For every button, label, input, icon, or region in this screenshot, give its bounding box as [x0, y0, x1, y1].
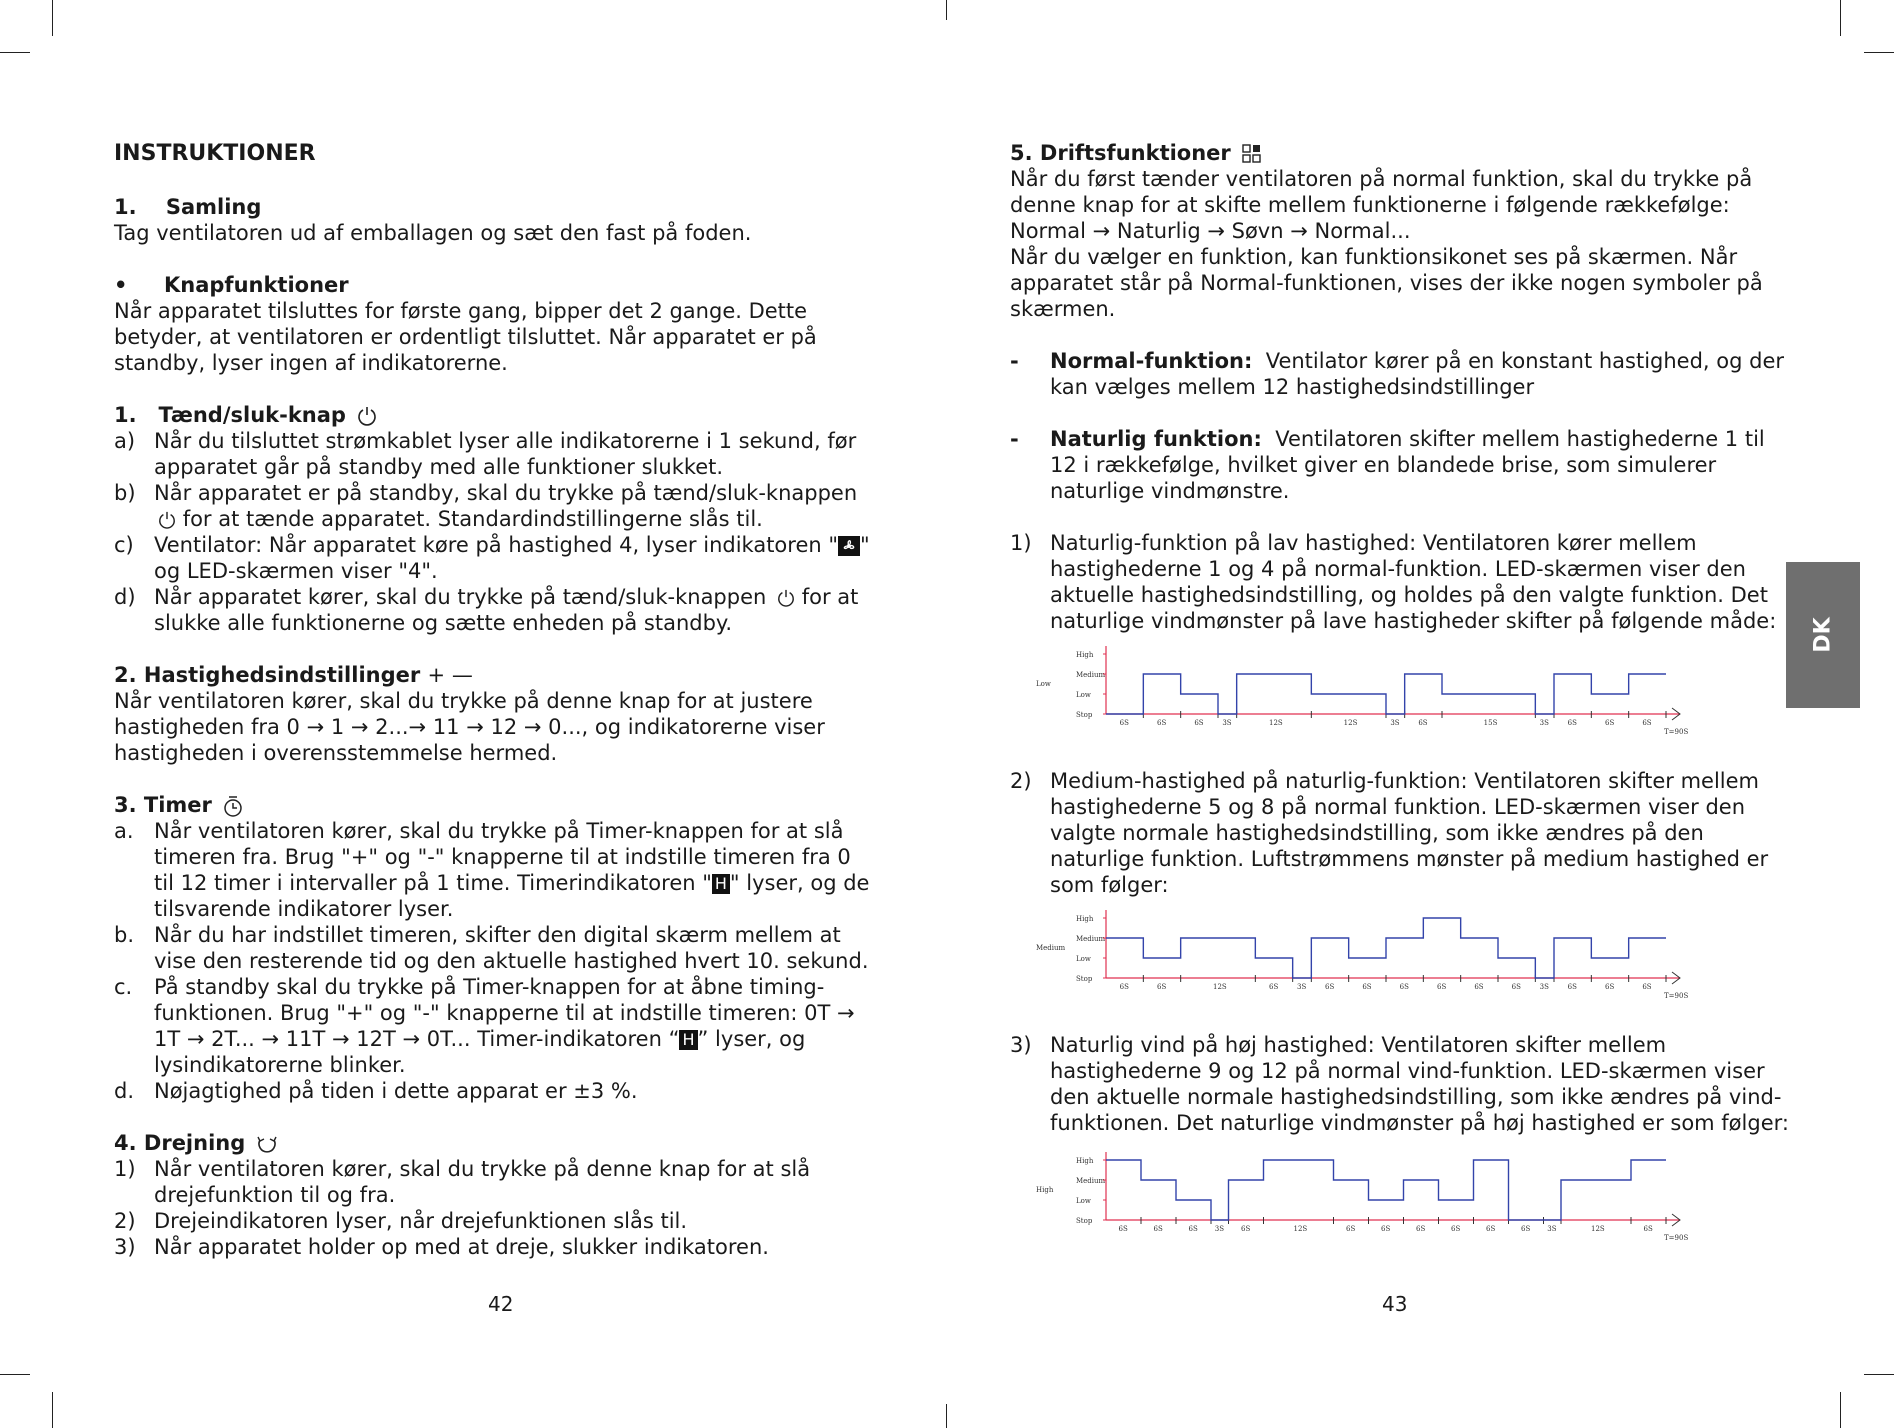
duration-label: 3S [1214, 1225, 1224, 1233]
section-text: Når du vælger en funktion, kan funktionsikonet ses på skærmen. Når apparatet står på Normal-funktionen, vises der ikke nogen symboler på skærmen. [1010, 245, 1763, 321]
left-page [114, 140, 874, 1260]
duration-label: 6S [1567, 719, 1577, 727]
crop-mark [946, 1404, 947, 1428]
duration-label: 12S [1591, 1225, 1605, 1233]
level-label: Low [1076, 691, 1091, 699]
chart-low-container [1036, 644, 1790, 754]
timer-indicator-icon: H [679, 1030, 697, 1050]
duration-label: 3S [1222, 719, 1232, 727]
rotate-icon [257, 1134, 277, 1154]
timer-icon [223, 795, 243, 817]
series-line [1106, 918, 1666, 978]
duration-label: 6S [1642, 983, 1652, 991]
duration-label: 6S [1194, 719, 1204, 727]
duration-label: 6S [1418, 719, 1428, 727]
level-label: High [1076, 1157, 1094, 1165]
duration-label: 6S [1511, 983, 1521, 991]
duration-label: 3S [1390, 719, 1400, 727]
duration-label: 6S [1474, 983, 1484, 991]
chart-low [1036, 644, 1736, 754]
level-label: Stop [1076, 1217, 1093, 1225]
level-label: Medium [1076, 671, 1106, 679]
x-end-label: T=90S [1664, 992, 1689, 1000]
section-heading-rotation: 4. Drejning [114, 1130, 874, 1156]
page-number: 43 [1382, 1292, 1408, 1316]
page-title: INSTRUKTIONER [114, 141, 316, 166]
x-end-label: T=90S [1664, 728, 1689, 736]
section-heading-power: 1. Tænd/sluk-knap [114, 402, 874, 428]
duration-label: 6S [1241, 1225, 1251, 1233]
duration-label: 6S [1346, 1225, 1356, 1233]
list-item: 2) Drejeindikatoren lyser, når drejefunktionen slås til. [114, 1209, 688, 1233]
language-tab: DK [1786, 562, 1860, 708]
chart-high-container [1036, 1150, 1790, 1260]
list-item: 3) Naturlig vind på høj hastighed: Ventilatoren skifter mellem hastighederne 9 og 12 på normal vind-funktion. LED-skærmen viser den aktuelle normale hastighedsindstilling, som ikke ændres på vind-funktionen. Det naturlige vindmønster på høj hastighed er som følger: [1010, 1033, 1789, 1135]
duration-label: 12S [1343, 719, 1358, 727]
series-line [1106, 1160, 1666, 1220]
duration-label: 3S [1539, 983, 1549, 991]
duration-label: 6S [1188, 1225, 1198, 1233]
level-label: Medium [1076, 1177, 1106, 1185]
mode-icon [1242, 144, 1262, 164]
duration-label: 6S [1451, 1225, 1461, 1233]
series-line [1106, 674, 1666, 714]
mode-label: High [1036, 1186, 1054, 1194]
mode-label: Medium [1036, 944, 1066, 952]
duration-label: 3S [1297, 983, 1307, 991]
section-text: Når ventilatoren kører, skal du trykke på denne knap for at justere hastigheden fra 0 → 1 → 2...→ 11 → 12 → 0..., og indikatorerne viser hastigheden i overensstemmelse hermed. [114, 689, 825, 765]
duration-label: 6S [1605, 983, 1615, 991]
list-item: 1) Naturlig-funktion på lav hastighed: Ventilatoren kører mellem hastighederne 1 og 4 på normal-funktion. LED-skærmen viser den aktuelle hastighedsindstilling, og holdes på den valgte funktion. Det naturlige vindmønster på lave hastigheder skifter på følgende måde: [1010, 531, 1777, 633]
section-heading-knapfunktioner: • Knapfunktioner [114, 273, 349, 297]
duration-label: 6S [1157, 983, 1167, 991]
level-label: Low [1076, 955, 1091, 963]
level-label: Stop [1076, 975, 1093, 983]
chart-high [1036, 1150, 1736, 1260]
duration-label: 6S [1118, 1225, 1128, 1233]
mode-label: Low [1036, 680, 1051, 688]
section-text: Når apparatet tilsluttes for første gang, bipper det 2 gange. Dette betyder, at ventilatoren er ordentligt tilsluttet. Når apparatet er på standby, lyser ingen af indikatorerne. [114, 299, 817, 375]
list-item: 3) Når apparatet holder op med at dreje, slukker indikatoren. [114, 1235, 769, 1259]
duration-label: 15S [1483, 719, 1498, 727]
crop-mark [0, 1374, 30, 1375]
duration-label: 6S [1399, 983, 1409, 991]
duration-label: 6S [1605, 719, 1615, 727]
duration-label: 6S [1486, 1225, 1496, 1233]
page-number: 42 [488, 1292, 514, 1316]
section-heading-speed: 2. Hastighedsindstillinger + — [114, 663, 473, 687]
level-label: High [1076, 651, 1094, 659]
x-end-label: T=90S [1664, 1234, 1689, 1242]
duration-label: 6S [1153, 1225, 1163, 1233]
crop-mark [946, 0, 947, 20]
list-item: 1) Når ventilatoren kører, skal du trykke på denne knap for at slå drejefunktion til og fra. [114, 1157, 811, 1207]
list-item: a) Når du tilsluttet strømkablet lyser alle indikatorerne i 1 sekund, før apparatet går på standby med alle funktioner slukket. [114, 429, 857, 479]
power-icon [777, 589, 795, 607]
list-item: b) Når apparatet er på standby, skal du trykke på tænd/sluk-knappen for at tænde apparatet. Standardindstillingerne slås til. [114, 481, 858, 531]
level-label: High [1076, 915, 1094, 923]
duration-label: 6S [1381, 1225, 1391, 1233]
duration-label: 3S [1547, 1225, 1557, 1233]
list-item: a. Når ventilatoren kører, skal du trykke på Timer-knappen for at slå timeren fra. Brug "+" og "-" knapperne til at indstille timeren fra 0 til 12 timer i intervaller på 1 time. Timerindikatoren " H " lyser, og de tilsvarende indikatorer lyser. [114, 819, 870, 921]
power-icon [357, 406, 377, 426]
timer-indicator-icon: H [712, 874, 730, 894]
list-item: b. Når du har indstillet timeren, skifter den digital skærm mellem at vise den resterende tid og den aktuelle hastighed hvert 10. sekund. [114, 923, 869, 973]
duration-label: 6S [1437, 983, 1447, 991]
crop-mark [1864, 52, 1894, 53]
duration-label: 6S [1325, 983, 1335, 991]
section-text: Når du først tænder ventilatoren på normal funktion, skal du trykke på denne knap for at skifte mellem funktionerne i følgende rækkefølge: Normal → Naturlig → Søvn → Normal... [1010, 167, 1753, 243]
duration-label: 6S [1119, 983, 1129, 991]
list-item: d. Nøjagtighed på tiden i dette apparat er ±3 %. [114, 1079, 638, 1103]
list-item: c. På standby skal du trykke på Timer-knappen for at åbne timing-funktionen. Brug "+" og "-" knapperne til at indstille timeren: 0T → 1T → 2T... → 11T → 12T → 0T... Timer-indikatoren “ H ” lyser, og lysindikatorerne blinker. [114, 975, 855, 1077]
crop-mark [52, 0, 53, 36]
crop-mark [1840, 1392, 1841, 1428]
plus-minus-icon: + — [427, 663, 473, 687]
mode-normal: - Normal-funktion: Ventilator kører på en konstant hastighed, og der kan vælges mellem 12 hastighedsindstillinger [1010, 349, 1785, 399]
crop-mark [1840, 0, 1841, 36]
duration-label: 12S [1213, 983, 1227, 991]
fan-icon [838, 536, 860, 556]
level-label: Low [1076, 1197, 1091, 1205]
list-item: c) Ventilator: Når apparatet køre på hastighed 4, lyser indikatoren " " og LED-skærmen viser "4". [114, 533, 870, 583]
section-text: Tag ventilatoren ud af emballagen og sæt den fast på foden. [114, 221, 752, 245]
duration-label: 6S [1119, 719, 1129, 727]
duration-label: 12S [1269, 719, 1283, 727]
duration-label: 6S [1521, 1225, 1531, 1233]
level-label: Medium [1076, 935, 1106, 943]
duration-label: 6S [1642, 719, 1652, 727]
crop-mark [52, 1392, 53, 1428]
power-icon [158, 511, 176, 529]
duration-label: 6S [1269, 983, 1279, 991]
duration-label: 6S [1567, 983, 1577, 991]
section-heading-timer: 3. Timer [114, 792, 874, 818]
mode-natural: - Naturlig funktion: Ventilatoren skifter mellem hastighederne 1 til 12 i rækkefølge, hvilket giver en blandede brise, som simulerer naturlige vindmønstre. [1010, 427, 1765, 503]
list-item: d) Når apparatet kører, skal du trykke på tænd/sluk-knappen for at slukke alle funktionerne og sætte enheden på standby. [114, 585, 859, 635]
list-item: 2) Medium-hastighed på naturlig-funktion: Ventilatoren skifter mellem hastighederne 5 og 8 på normal funktion. LED-skærmen viser den valgte normale hastighedsindstilling, som ikke ændres på den naturlige funktion. Luftstrømmens mønster på medium hastighed er som følger: [1010, 769, 1769, 897]
duration-label: 6S [1643, 1225, 1653, 1233]
level-label: Stop [1076, 711, 1093, 719]
duration-label: 6S [1157, 719, 1167, 727]
crop-mark [0, 52, 30, 53]
duration-label: 12S [1293, 1225, 1308, 1233]
section-heading-modes: 5. Driftsfunktioner [1010, 140, 1790, 166]
section-heading-samling: 1. Samling [114, 195, 262, 219]
right-page [1010, 140, 1790, 1260]
duration-label: 6S [1362, 983, 1372, 991]
duration-label: 3S [1539, 719, 1549, 727]
chart-medium [1036, 908, 1736, 1018]
duration-label: 6S [1416, 1225, 1426, 1233]
crop-mark [1864, 1374, 1894, 1375]
chart-medium-container [1036, 908, 1790, 1018]
